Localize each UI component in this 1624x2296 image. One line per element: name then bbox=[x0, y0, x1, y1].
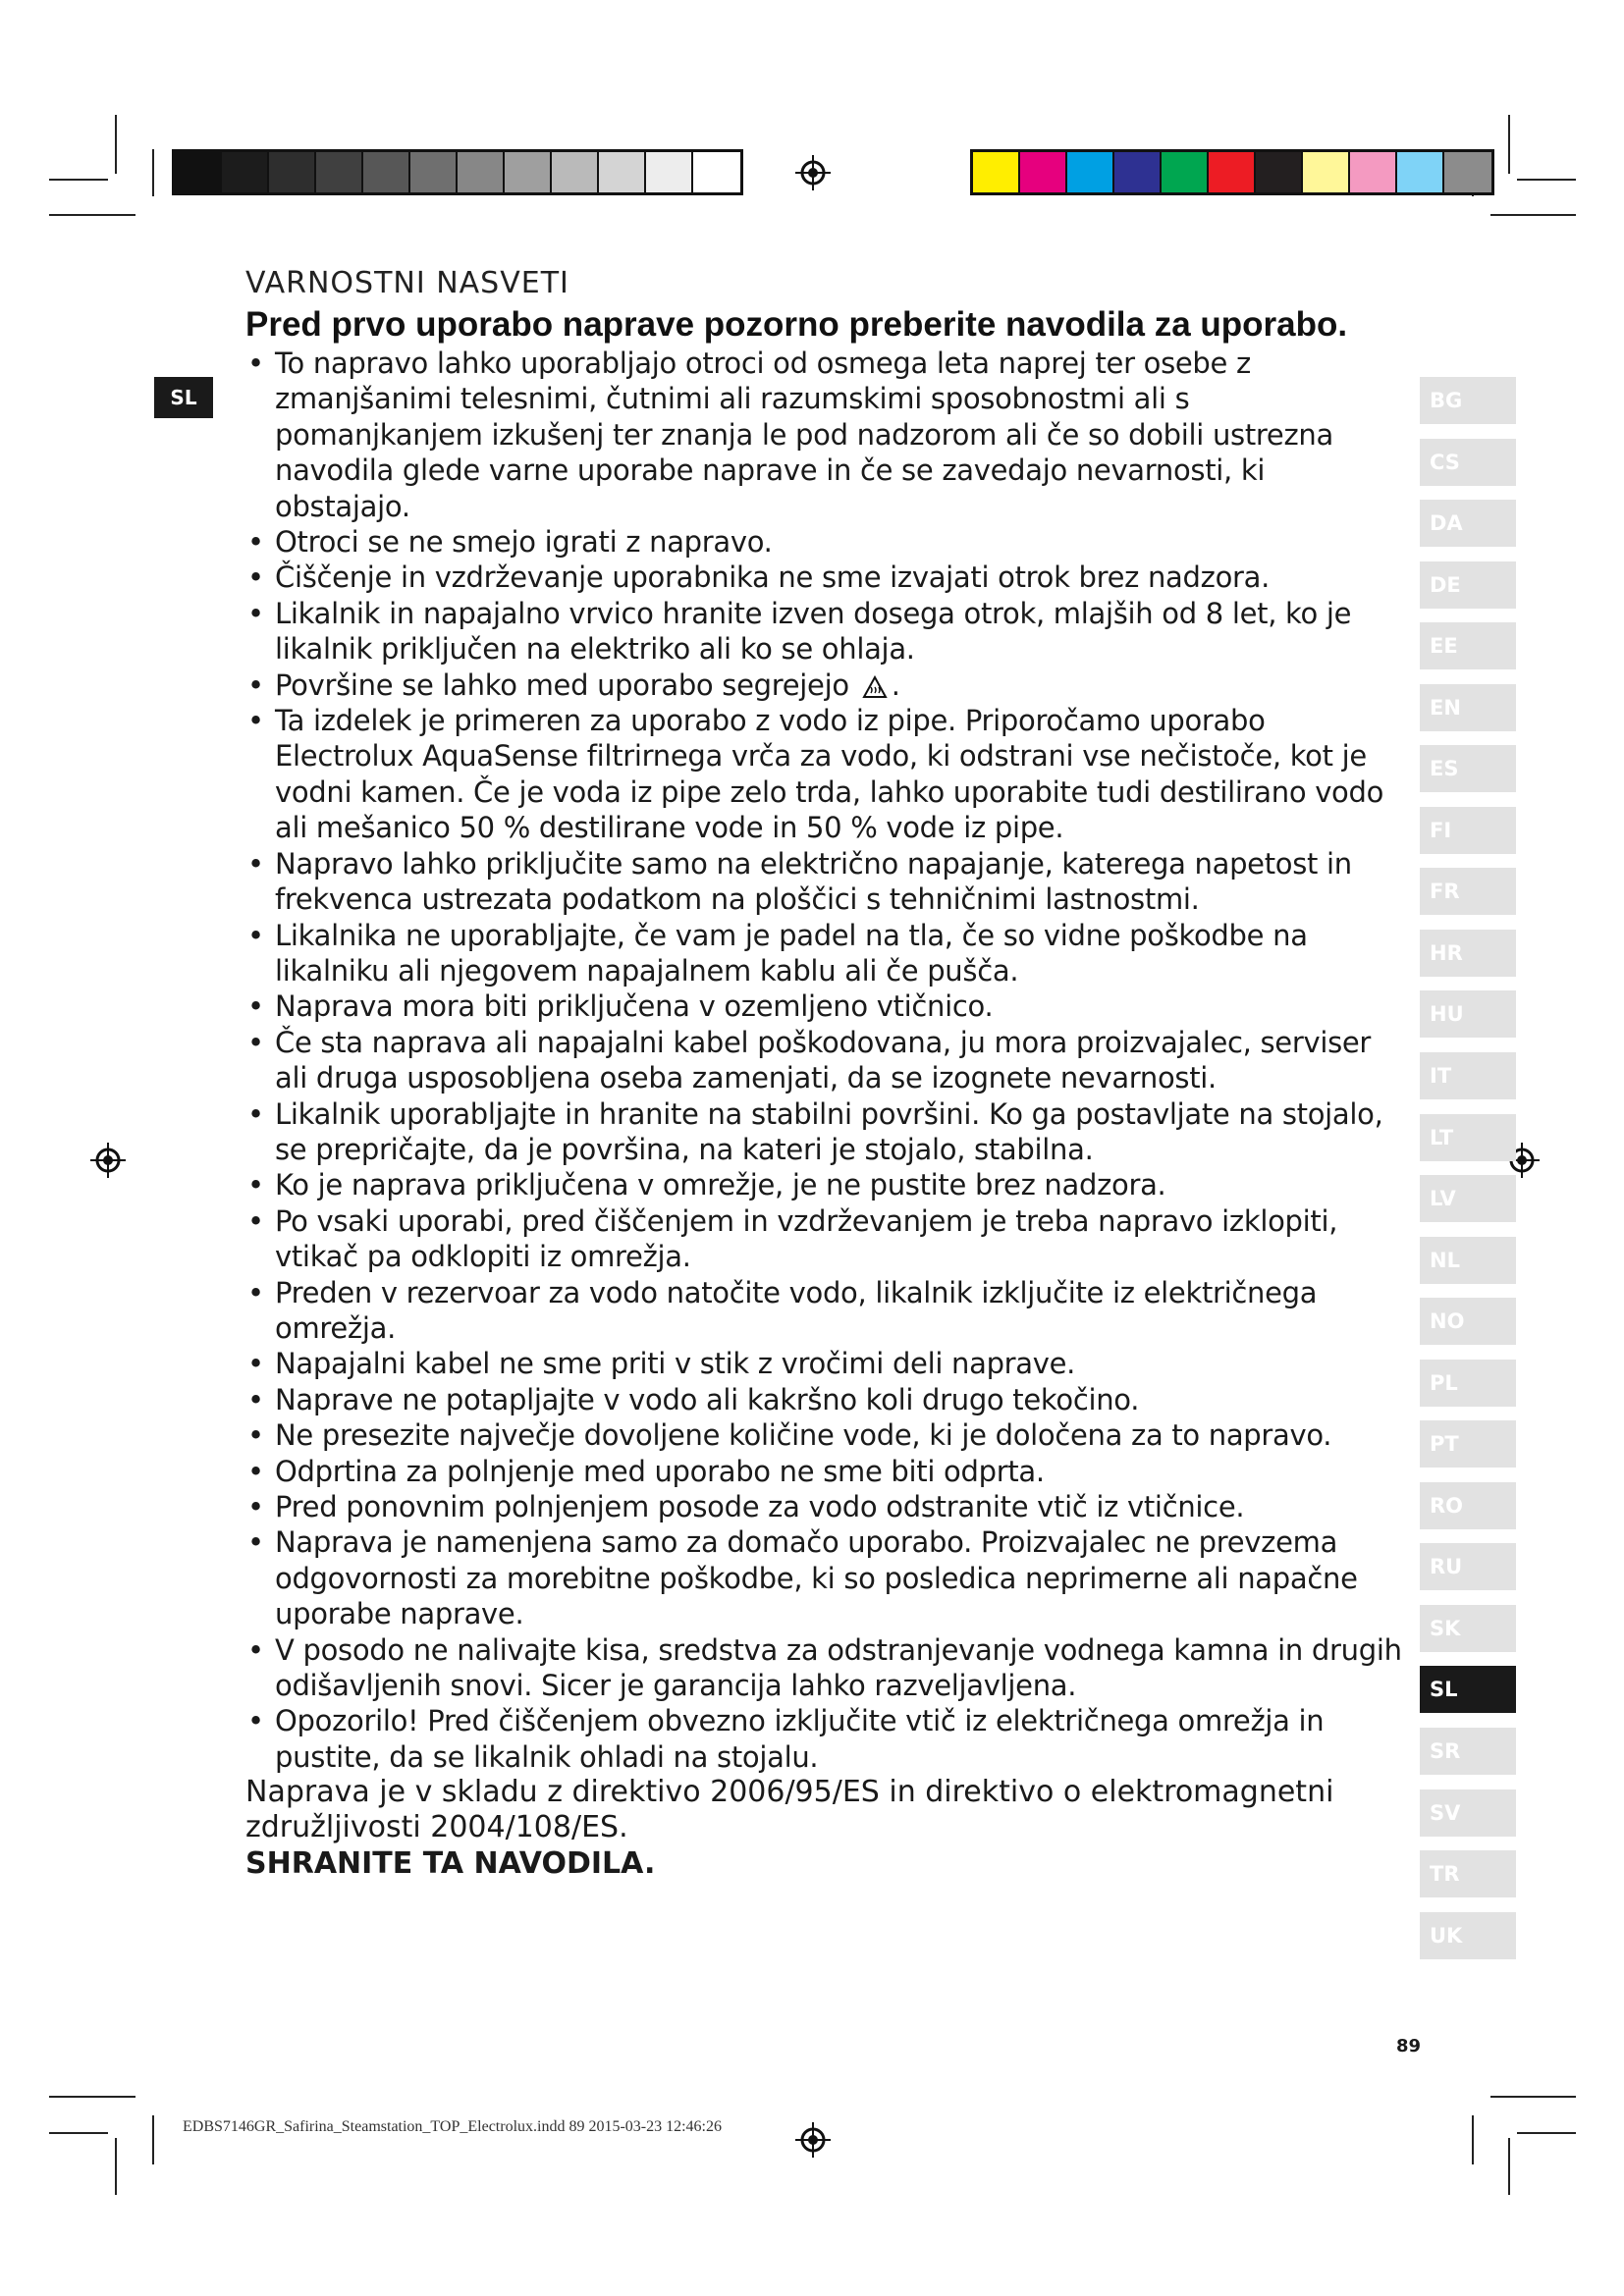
list-item: • To napravo lahko uporabljajo otroci od osmega leta naprej ter osebe z zmanjšanimi telesnimi, čutnimi ali razumskimi sposobnostmi ali s pomanjkanjem izkušenj ter znanja le pod nadzorom ali če so dobili ustrezna navodila glede varne uporabe naprave in če se zavedajo nevarnosti, ki obstajajo. bbox=[245, 346, 1404, 524]
hot-surface-text: Površine se lahko med uporabo segrejejo bbox=[275, 667, 849, 702]
crop-mark bbox=[1490, 214, 1576, 216]
list-item: • Otroci se ne smejo igrati z napravo. bbox=[245, 524, 1404, 560]
gray-swatch bbox=[316, 152, 363, 192]
color-swatch bbox=[1020, 152, 1067, 192]
save-instructions-note: SHRANITE TA NAVODILA. bbox=[245, 1846, 656, 1882]
hot-surface-warning-icon bbox=[862, 675, 888, 699]
crop-mark bbox=[152, 2115, 154, 2164]
lang-tab-en: EN bbox=[1420, 684, 1516, 731]
lang-tab-bg: BG bbox=[1420, 377, 1516, 424]
list-item: • Opozorilo! Pred čiščenjem obvezno izključite vtič iz električnega omrežja in pustite, da se likalnik ohladi na stojalu. bbox=[245, 1703, 1404, 1775]
lang-tab-sk: SK bbox=[1420, 1605, 1516, 1652]
color-swatch bbox=[1162, 152, 1209, 192]
list-item: • Preden v rezervoar za vodo natočite vodo, likalnik izključite iz električnega omrežja. bbox=[245, 1275, 1404, 1347]
lang-tab-pt: PT bbox=[1420, 1420, 1516, 1468]
lang-tab-sv: SV bbox=[1420, 1789, 1516, 1837]
color-swatch bbox=[973, 152, 1020, 192]
gray-swatch bbox=[599, 152, 646, 192]
gray-swatch bbox=[552, 152, 599, 192]
color-swatch bbox=[1397, 152, 1444, 192]
lang-tab-da: DA bbox=[1420, 500, 1516, 547]
lang-tab-hu: HU bbox=[1420, 990, 1516, 1038]
lang-tab-sr: SR bbox=[1420, 1728, 1516, 1775]
list-item: • Odprtina za polnjenje med uporabo ne sme biti odprta. bbox=[245, 1454, 1404, 1489]
crop-mark bbox=[1508, 115, 1510, 174]
lang-tab-lv: LV bbox=[1420, 1175, 1516, 1222]
page-number: 89 bbox=[1396, 2036, 1422, 2056]
safety-content bbox=[245, 263, 1404, 1883]
lang-tab-nl: NL bbox=[1420, 1237, 1516, 1284]
crop-mark bbox=[49, 179, 108, 181]
gray-swatch bbox=[505, 152, 552, 192]
lang-tab-hr: HR bbox=[1420, 930, 1516, 977]
list-item: • Naprava mora biti priključena v ozemljeno vtičnico. bbox=[245, 988, 1404, 1024]
list-item: • Napravo lahko priključite samo na električno napajanje, katerega napetost in frekvenca ustrezata podatkom na ploščici s tehničnimi lastnostmi. bbox=[245, 846, 1404, 918]
lang-tab-ru: RU bbox=[1420, 1543, 1516, 1590]
crop-mark bbox=[49, 2132, 108, 2134]
gray-swatch bbox=[175, 152, 222, 192]
list-item: • Naprave ne potapljajte v vodo ali kakršno koli drugo tekočino. bbox=[245, 1382, 1404, 1417]
crop-mark bbox=[1508, 2138, 1510, 2195]
lang-tab-es: ES bbox=[1420, 745, 1516, 792]
list-item: • Likalnik in napajalno vrvico hranite izven dosega otrok, mlajših od 8 let, ko je likalnik priključen na elektriko ali ko se ohlaja. bbox=[245, 596, 1404, 667]
lang-tab-de: DE bbox=[1420, 561, 1516, 609]
lang-tab-ro: RO bbox=[1420, 1482, 1516, 1529]
subtitle: Pred prvo uporabo naprave pozorno preberite navodila za uporabo. bbox=[245, 305, 1348, 344]
crop-mark bbox=[1517, 179, 1576, 181]
gray-swatch bbox=[410, 152, 458, 192]
registration-mark-icon bbox=[793, 2120, 833, 2160]
list-item: • Čiščenje in vzdrževanje uporabnika ne sme izvajati otrok brez nadzora. bbox=[245, 560, 1404, 595]
lang-tab-tr: TR bbox=[1420, 1850, 1516, 1897]
safety-list bbox=[245, 346, 1404, 1775]
gray-swatch bbox=[363, 152, 410, 192]
crop-mark bbox=[49, 214, 135, 216]
lang-tab-ee: EE bbox=[1420, 622, 1516, 669]
gray-swatch bbox=[458, 152, 505, 192]
lang-tab-it: IT bbox=[1420, 1052, 1516, 1099]
color-swatch bbox=[1114, 152, 1162, 192]
crop-mark bbox=[115, 115, 117, 174]
crop-mark bbox=[1517, 2132, 1576, 2134]
gray-swatch bbox=[269, 152, 316, 192]
hot-surface-end: . bbox=[891, 667, 900, 702]
list-item-hot-surface bbox=[245, 667, 1404, 703]
section-title: VARNOSTNI NASVETI bbox=[245, 266, 569, 300]
list-item: • Po vsaki uporabi, pred čiščenjem in vzdrževanjem je treba napravo izklopiti, vtikač pa odklopiti iz omrežja. bbox=[245, 1203, 1404, 1275]
crop-mark bbox=[1490, 2096, 1576, 2098]
list-item: • Naprava je namenjena samo za domačo uporabo. Proizvajalec ne prevzema odgovornosti za morebitne poškodbe, ki so posledica neprimerne ali napačne uporabe naprave. bbox=[245, 1524, 1404, 1631]
lang-tab-fi: FI bbox=[1420, 807, 1516, 854]
print-footer: EDBS7146GR_Safirina_Steamstation_TOP_Electrolux.indd 89 2015-03-23 12:46:26 bbox=[183, 2118, 722, 2135]
list-item: • Ko je naprava priključena v omrežje, je ne pustite brez nadzora. bbox=[245, 1167, 1404, 1202]
lang-tab-lt: LT bbox=[1420, 1114, 1516, 1161]
color-swatch bbox=[1303, 152, 1350, 192]
crop-mark bbox=[49, 2096, 135, 2098]
color-swatch bbox=[1067, 152, 1114, 192]
color-swatch bbox=[1444, 152, 1491, 192]
lang-tab-fr: FR bbox=[1420, 868, 1516, 915]
crop-mark bbox=[1472, 2115, 1474, 2164]
grayscale-bar bbox=[172, 149, 743, 195]
lang-tab-no: NO bbox=[1420, 1298, 1516, 1345]
list-item: • Likalnik uporabljajte in hranite na stabilni površini. Ko ga postavljate na stojalo, se prepričajte, da je površina, na kateri je stojalo, stabilna. bbox=[245, 1096, 1404, 1168]
list-item: • Če sta naprava ali napajalni kabel poškodovana, ju mora proizvajalec, serviser ali druga usposobljena oseba zamenjati, da se izognete nevarnosti. bbox=[245, 1025, 1404, 1096]
color-swatch bbox=[1209, 152, 1256, 192]
list-item: • Likalnika ne uporabljajte, če vam je padel na tla, če so vidne poškodbe na likalniku ali njegovem napajalnem kablu ali če pušča. bbox=[245, 918, 1404, 989]
lang-tab-pl: PL bbox=[1420, 1360, 1516, 1407]
color-calibration-bar bbox=[970, 149, 1494, 195]
registration-mark-icon bbox=[88, 1141, 128, 1180]
list-item: • Ne presezite največje dovoljene količine vode, ki je določena za to napravo. bbox=[245, 1417, 1404, 1453]
list-item: • Napajalni kabel ne sme priti v stik z vročimi deli naprave. bbox=[245, 1346, 1404, 1381]
registration-mark-icon bbox=[793, 153, 833, 192]
lang-tab-sl: SL bbox=[1420, 1666, 1516, 1713]
list-item: • Pred ponovnim polnjenjem posode za vodo odstranite vtič iz vtičnice. bbox=[245, 1489, 1404, 1524]
color-swatch bbox=[1256, 152, 1303, 192]
gray-swatch bbox=[646, 152, 693, 192]
list-item: • V posodo ne nalivajte kisa, sredstva za odstranjevanje vodnega kamna in drugih odišavljenih snovi. Sicer je garancija lahko razveljavljena. bbox=[245, 1632, 1404, 1704]
crop-mark bbox=[115, 2138, 117, 2195]
side-language-tab: SL bbox=[154, 377, 213, 418]
compliance-statement: Naprava je v skladu z direktivo 2006/95/ES in direktivo o elektromagnetni združljivosti 2004/108/ES. bbox=[245, 1775, 1334, 1845]
lang-tab-cs: CS bbox=[1420, 439, 1516, 486]
language-tabs bbox=[1420, 377, 1516, 1973]
list-item: • Ta izdelek je primeren za uporabo z vodo iz pipe. Priporočamo uporabo Electrolux AquaSense filtrirnega vrča za vodo, ki odstrani vse nečistoče, kot je vodni kamen. Če je voda iz pipe zelo trda, lahko uporabite tudi destilirano vodo ali mešanico 50 % destilirane vode in 50 % vode iz pipe. bbox=[245, 703, 1404, 846]
lang-tab-uk: UK bbox=[1420, 1912, 1516, 1959]
gray-swatch bbox=[693, 152, 740, 192]
gray-swatch bbox=[222, 152, 269, 192]
color-swatch bbox=[1350, 152, 1397, 192]
crop-mark bbox=[152, 149, 154, 196]
